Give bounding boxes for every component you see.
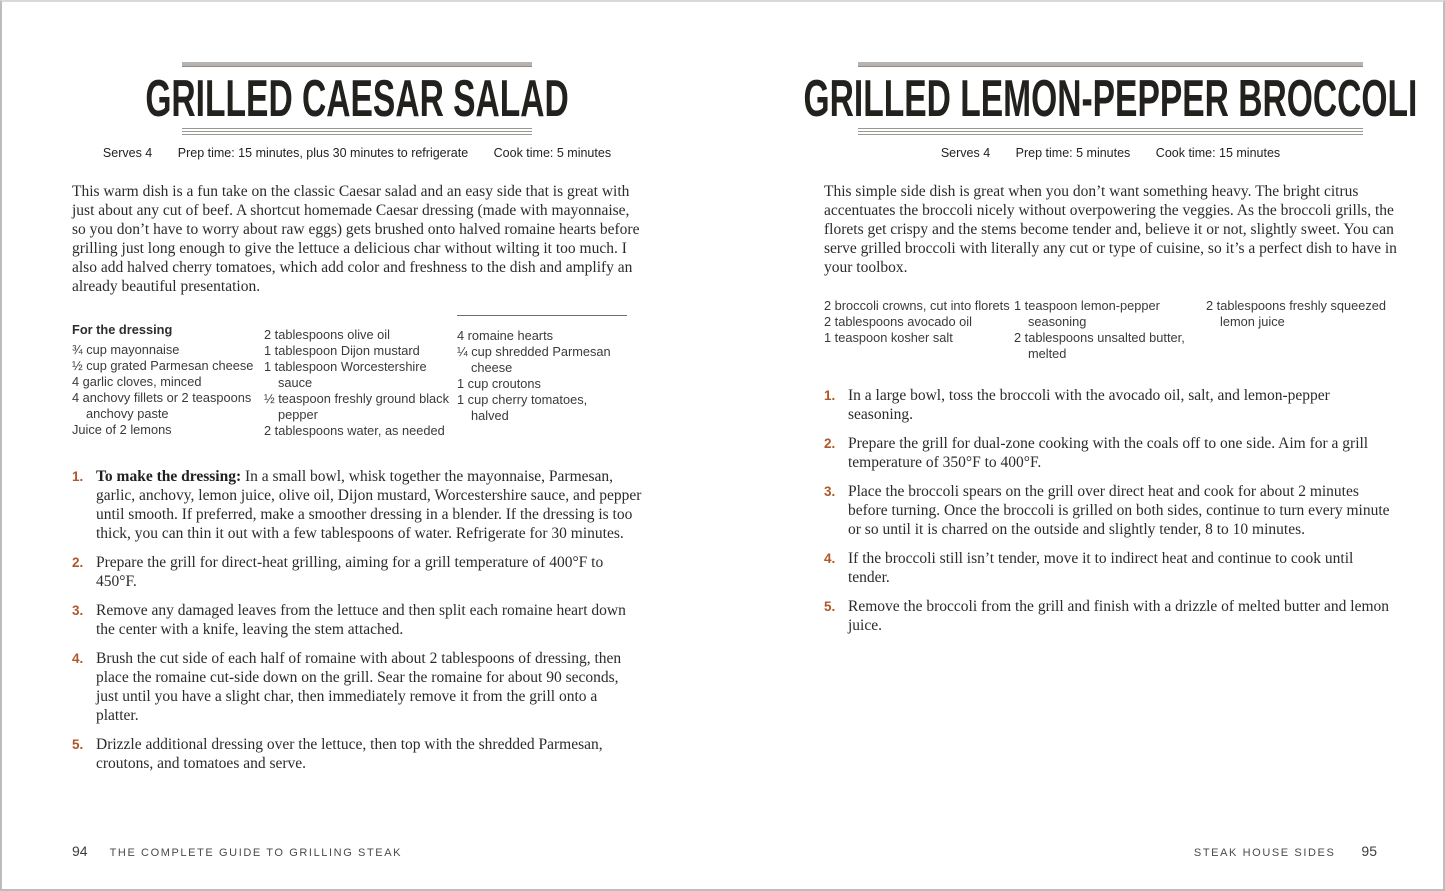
page-number: 94 <box>72 843 88 859</box>
recipe-intro-left: This warm dish is a fun take on the classic Caesar salad and an easy side that is great with just about any cut of beef. A shortcut homemade Caesar dressing (made with mayonnaise, so you don’t have to worry about raw eggs) gets brushed onto halved romaine hearts before grilling just long enough to give the lettuce a delicious char without wilting it too much. I also add halved cherry tomatoes, which add color and freshness to the dish and amplify an already beautiful presentation. <box>72 183 640 295</box>
recipe-meta-right <box>930 146 1291 160</box>
ingredient-item: 1 tablespoon Dijon mustard <box>264 343 420 358</box>
instruction-step <box>824 597 1397 635</box>
title-rule-top <box>858 62 1363 67</box>
ingredients-column-2 <box>1014 298 1206 362</box>
step-number: 1. <box>824 388 836 403</box>
ingredient-item: 2 broccoli crowns, cut into florets <box>824 298 1010 313</box>
recipe-meta-left <box>92 146 622 160</box>
step-number: 5. <box>72 737 84 752</box>
ingredient-item: 2 tablespoons avocado oil <box>824 314 972 329</box>
prep-time-label: Prep time: 5 minutes <box>1015 146 1131 160</box>
footer-right <box>824 843 1377 859</box>
ingredient-item: 1 cup cherry tomatoes, halved <box>457 392 588 423</box>
step-text: Drizzle additional dressing over the lettuce, then top with the shredded Parmesan, croutons, and tomatoes and serve. <box>96 736 603 772</box>
recipe-header-right <box>803 62 1418 160</box>
recipe-title-left: GRILLED CAESAR SALAD <box>145 68 569 128</box>
ingredients-column-1 <box>72 322 264 439</box>
step-number: 2. <box>72 555 84 570</box>
title-rule-bottom <box>182 128 532 135</box>
ingredient-item: 2 tablespoons olive oil <box>264 327 390 342</box>
step-number: 4. <box>72 651 84 666</box>
title-rule-top <box>182 62 532 67</box>
ingredient-item: ¼ cup shredded Parmesan cheese <box>457 344 611 375</box>
recipe-title-right: GRILLED LEMON-PEPPER BROCCOLI <box>803 68 1418 128</box>
running-title: THE COMPLETE GUIDE TO GRILLING STEAK <box>109 847 403 859</box>
title-rule-bottom <box>858 128 1363 135</box>
step-text: In a small bowl, whisk together the mayonnaise, Parmesan, garlic, anchovy, lemon juice, olive oil, Dijon mustard, Worcestershire sauce, and pepper until smooth. If preferred, make a smoother dressing in a blender. If the dressing is too thick, you can thin it out with a few tablespoons of water. Refrigerate for 30 minutes. <box>96 468 642 542</box>
ingredients-right <box>824 298 1397 362</box>
page-right <box>803 2 1418 889</box>
serves-label: Serves 4 <box>102 146 153 160</box>
ingredient-item: ½ teaspoon freshly ground black pepper <box>264 391 449 422</box>
ingredient-item: 2 tablespoons unsalted butter, melted <box>1014 330 1185 361</box>
running-title: STEAK HOUSE SIDES <box>1193 847 1336 859</box>
page-number: 95 <box>1361 843 1377 859</box>
step-text: Prepare the grill for dual-zone cooking with the coals off to one side. Aim for a grill temperature of 350°F to 400°F. <box>848 435 1369 471</box>
ingredients-column-2 <box>264 322 457 439</box>
instruction-step <box>72 467 642 543</box>
step-number: 5. <box>824 599 836 614</box>
step-text: Remove any damaged leaves from the lettuce and then split each romaine heart down the center with a knife, leaving the stem attached. <box>96 602 626 638</box>
instruction-step <box>824 482 1397 539</box>
recipe-header-left <box>72 62 642 160</box>
step-text: Prepare the grill for direct-heat grilling, aiming for a grill temperature of 400°F to 450°F. <box>96 554 604 590</box>
instruction-step <box>72 649 642 725</box>
step-text: Remove the broccoli from the grill and finish with a drizzle of melted butter and lemon juice. <box>848 598 1390 634</box>
ingredient-item: 4 romaine hearts <box>457 328 554 343</box>
ingredient-item: 2 tablespoons water, as needed <box>264 423 445 438</box>
step-lead: To make the dressing: <box>96 468 245 485</box>
ingredient-item: 1 teaspoon lemon-pepper seasoning <box>1014 298 1160 329</box>
ingredient-item: ¾ cup mayonnaise <box>72 342 180 357</box>
serves-label: Serves 4 <box>940 146 991 160</box>
step-text: In a large bowl, toss the broccoli with the avocado oil, salt, and lemon-pepper seasoning. <box>848 387 1330 423</box>
ingredient-item: 4 anchovy fillets or 2 teaspoons anchovy paste <box>72 390 252 421</box>
ingredient-item: 1 cup croutons <box>457 376 541 391</box>
cook-time-label: Cook time: 15 minutes <box>1155 146 1281 160</box>
ingredients-heading: For the dressing <box>72 322 173 337</box>
ingredient-item: ½ cup grated Parmesan cheese <box>72 358 254 373</box>
instructions-right <box>824 386 1397 635</box>
instruction-step <box>72 735 642 773</box>
step-text: Brush the cut side of each half of romaine with about 2 tablespoons of dressing, then place the romaine cut-side down on the grill. Sear the romaine for about 90 seconds, just until you have a slight char, then immediately remove it from the grill onto a platter. <box>96 650 622 724</box>
instruction-step <box>72 601 642 639</box>
step-text: If the broccoli still isn’t tender, move it to indirect heat and continue to cook until tender. <box>848 550 1354 586</box>
ingredients-left <box>72 322 642 439</box>
instruction-step <box>824 386 1397 424</box>
instructions-left <box>72 467 642 773</box>
page-left <box>72 2 642 889</box>
step-number: 3. <box>824 484 836 499</box>
step-number: 2. <box>824 436 836 451</box>
ingredients-column-1 <box>824 298 1014 362</box>
step-number: 3. <box>72 603 84 618</box>
ingredients-column-3 <box>457 315 627 439</box>
step-text: Place the broccoli spears on the grill over direct heat and cook for about 2 minutes before turning. Once the broccoli is grilled on both sides, continue to turn every minute or so until it is charred on the outside and slightly tender, 8 to 10 minutes. <box>848 483 1390 538</box>
ingredient-item: 1 tablespoon Worcestershire sauce <box>264 359 427 390</box>
cook-time-label: Cook time: 5 minutes <box>493 146 612 160</box>
instruction-step <box>824 549 1397 587</box>
ingredient-item: Juice of 2 lemons <box>72 422 172 437</box>
instruction-step <box>824 434 1397 472</box>
prep-time-label: Prep time: 15 minutes, plus 30 minutes to refrigerate <box>177 146 469 160</box>
ingredient-item: 2 tablespoons freshly squeezed lemon juice <box>1206 298 1386 329</box>
ingredients-column-3 <box>1206 298 1386 362</box>
step-number: 1. <box>72 469 84 484</box>
ingredient-item: 4 garlic cloves, minced <box>72 374 202 389</box>
ingredient-item: 1 teaspoon kosher salt <box>824 330 953 345</box>
footer-left <box>72 843 642 859</box>
instruction-step <box>72 553 642 591</box>
recipe-intro-right: This simple side dish is great when you don’t want something heavy. The bright citrus accentuates the broccoli nicely without overpowering the veggies. As the broccoli grills, the florets get crispy and the stems become tender and, believe it or not, slightly sweet. You can serve grilled broccoli with literally any cut or type of cuisine, so it’s a perfect dish to have in your toolbox. <box>824 183 1397 276</box>
step-number: 4. <box>824 551 836 566</box>
